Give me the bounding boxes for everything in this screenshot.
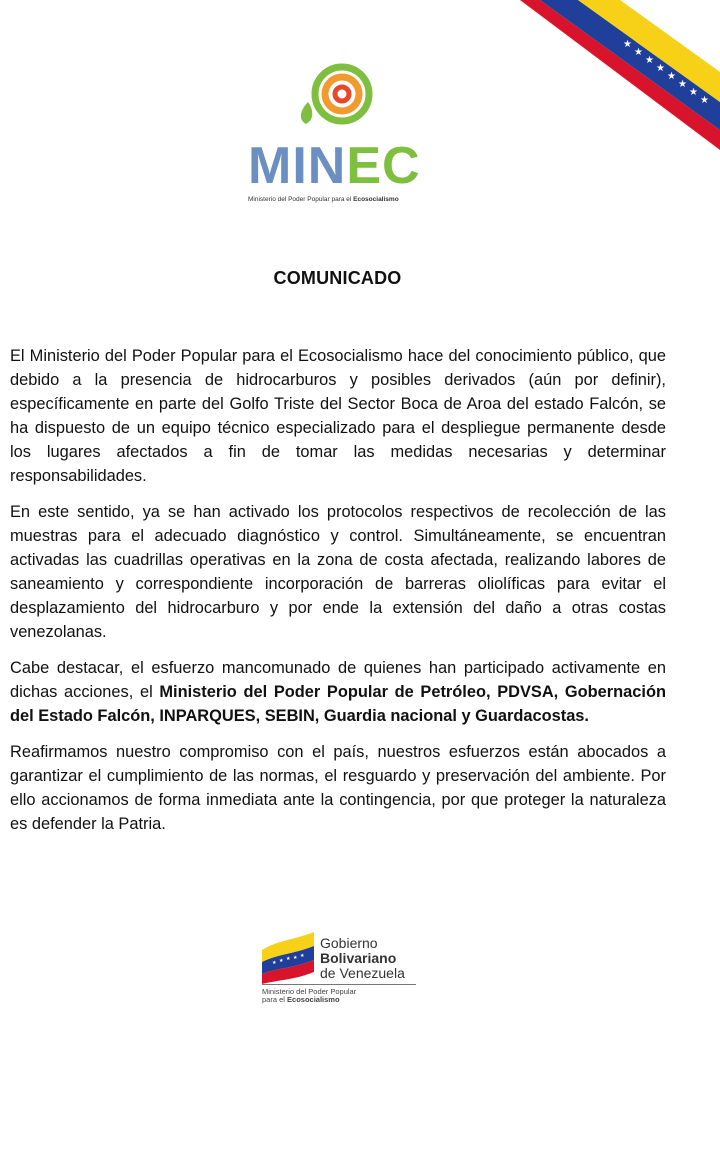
ministry-line-2-bold: Ecosocialismo <box>287 995 340 1004</box>
svg-text:★: ★ <box>300 953 305 959</box>
svg-text:★: ★ <box>667 71 676 82</box>
svg-text:★: ★ <box>272 960 277 966</box>
gov-line-3: de Venezuela <box>320 965 405 981</box>
ministry-line-2 <box>262 996 356 1004</box>
svg-text:★: ★ <box>286 956 291 962</box>
logo-name-part1: MIN <box>248 137 347 195</box>
minec-wordmark <box>248 137 421 195</box>
paragraph-3-bold: Ministerio del Poder Popular de Petróleo, PDVSA, Gobernación del Estado Falcón, INPARQUES, SEBIN, Guardia nacional y Guardacostas. <box>10 683 666 725</box>
spiral-leaf-icon <box>240 62 440 142</box>
logo-name-part2: EC <box>346 137 421 195</box>
footer-divider <box>262 984 416 985</box>
minec-logo <box>240 62 440 212</box>
ministry-line-1: Ministerio del Poder Popular <box>262 987 357 996</box>
svg-text:★: ★ <box>700 95 709 106</box>
svg-text:★: ★ <box>293 955 298 961</box>
paragraph-2: En este sentido, ya se han activado los protocolos respectivos de recolección de las muestras para el adecuado diagnóstico y control. Simultáneamente, se encuentran activadas las cuadrillas operativas en la zona de costa afectada, realizando labores de saneamiento y correspondiente incorporación de barreras oliolíficas para evitar el desplazamiento del hidrocarburo y por ende la extensión del daño a otras costas venezolanas. <box>10 503 666 641</box>
gov-line-1: Gobierno <box>320 935 378 951</box>
document-title: COMUNICADO <box>273 268 402 288</box>
paragraph-3-plain: Cabe destacar, el esfuerzo mancomunado de quienes han participado activamente en dichas acciones, el <box>10 659 666 701</box>
logo-subtitle-bold: Ecosocialismo <box>353 196 399 203</box>
document-body <box>10 344 666 848</box>
svg-text:★: ★ <box>279 958 284 964</box>
ministry-line-2-plain: para el <box>262 995 288 1004</box>
government-name <box>320 936 405 981</box>
svg-text:★: ★ <box>656 63 665 74</box>
svg-text:★: ★ <box>678 79 687 90</box>
svg-text:★: ★ <box>623 39 632 50</box>
svg-text:★: ★ <box>634 47 643 58</box>
logo-subtitle <box>248 196 399 203</box>
svg-text:★: ★ <box>689 87 698 98</box>
venezuela-flag-ribbon <box>520 0 720 160</box>
svg-text:★: ★ <box>645 55 654 66</box>
ministry-name <box>262 988 356 1004</box>
paragraph-4: Reafirmamos nuestro compromiso con el país, nuestros esfuerzos están abocados a garantizar el cumplimiento de las normas, el resguardo y preservación del ambiente. Por ello accionamos de forma inmediata ante la contingencia, por que proteger la naturaleza es defender la Patria. <box>10 743 666 833</box>
gov-line-2: Bolivariano <box>320 950 397 966</box>
flag-wave-icon <box>258 922 320 984</box>
paragraph-1: El Ministerio del Poder Popular para el Ecosocialismo hace del conocimiento público, que debido a la presencia de hidrocarburos y posibles derivados (aún por definir), específicamente en parte del Golfo Triste del Sector Boca de Aroa del estado Falcón, se ha dispuesto de un equipo técnico especializado para el despliegue permanente desde los lugares afectados a fin de tomar las medidas necesarias y determinar responsabilidades. <box>10 347 666 485</box>
paragraph-3 <box>10 656 666 728</box>
logo-subtitle-plain: Ministerio del Poder Popular para el <box>248 196 354 203</box>
gobierno-bolivariano-logo <box>258 918 438 1018</box>
